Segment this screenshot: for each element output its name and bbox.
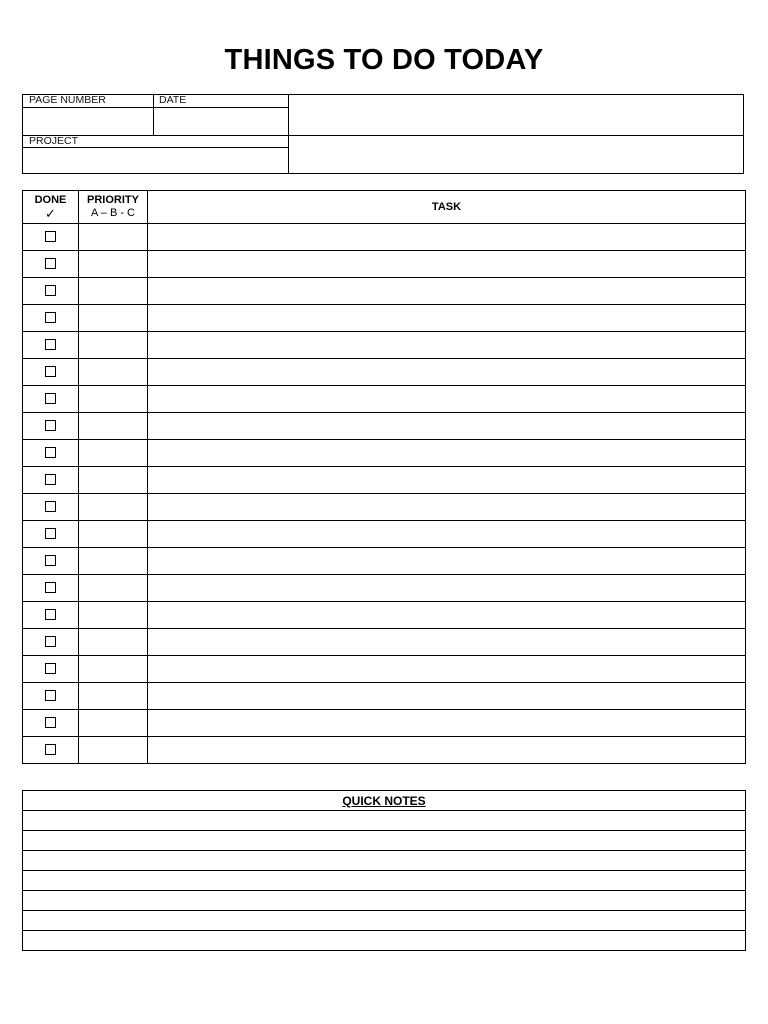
- check-mark-icon: ✓: [45, 206, 56, 221]
- done-checkbox[interactable]: [45, 420, 56, 431]
- note-line: [23, 811, 746, 831]
- task-cell[interactable]: [148, 575, 746, 602]
- note-line: [23, 871, 746, 891]
- task-table: [22, 190, 746, 764]
- task-row: [23, 737, 746, 764]
- done-cell: [23, 710, 79, 737]
- note-line-field[interactable]: [23, 911, 746, 931]
- priority-cell[interactable]: [79, 440, 148, 467]
- note-line-field[interactable]: [23, 831, 746, 851]
- done-checkbox[interactable]: [45, 717, 56, 728]
- task-row: [23, 629, 746, 656]
- done-cell: [23, 683, 79, 710]
- priority-cell[interactable]: [79, 386, 148, 413]
- task-row: [23, 602, 746, 629]
- done-cell: [23, 602, 79, 629]
- done-cell: [23, 251, 79, 278]
- task-row: [23, 224, 746, 251]
- task-cell[interactable]: [148, 629, 746, 656]
- done-checkbox[interactable]: [45, 366, 56, 377]
- done-cell: [23, 224, 79, 251]
- done-checkbox[interactable]: [45, 690, 56, 701]
- task-row: [23, 386, 746, 413]
- done-cell: [23, 575, 79, 602]
- task-cell[interactable]: [148, 386, 746, 413]
- done-checkbox[interactable]: [45, 582, 56, 593]
- task-row: [23, 575, 746, 602]
- done-cell: [23, 359, 79, 386]
- header-notes-field-top[interactable]: [289, 95, 743, 135]
- priority-cell[interactable]: [79, 575, 148, 602]
- done-cell: [23, 332, 79, 359]
- priority-cell[interactable]: [79, 467, 148, 494]
- task-cell[interactable]: [148, 494, 746, 521]
- date-field[interactable]: [154, 108, 288, 135]
- task-cell[interactable]: [148, 278, 746, 305]
- priority-column-header: [79, 191, 148, 224]
- task-row: [23, 278, 746, 305]
- task-cell[interactable]: [148, 413, 746, 440]
- done-cell: [23, 494, 79, 521]
- task-cell[interactable]: [148, 332, 746, 359]
- priority-cell[interactable]: [79, 359, 148, 386]
- priority-cell[interactable]: [79, 278, 148, 305]
- priority-header-label: PRIORITY: [87, 194, 139, 206]
- task-row: [23, 521, 746, 548]
- project-label: PROJECT: [29, 135, 79, 147]
- priority-cell[interactable]: [79, 251, 148, 278]
- priority-cell[interactable]: [79, 332, 148, 359]
- done-checkbox[interactable]: [45, 231, 56, 242]
- priority-cell[interactable]: [79, 602, 148, 629]
- done-cell: [23, 521, 79, 548]
- task-cell[interactable]: [148, 305, 746, 332]
- task-cell[interactable]: [148, 548, 746, 575]
- task-row: [23, 710, 746, 737]
- done-cell: [23, 548, 79, 575]
- note-line: [23, 851, 746, 871]
- task-cell[interactable]: [148, 602, 746, 629]
- done-checkbox[interactable]: [45, 474, 56, 485]
- task-row: [23, 305, 746, 332]
- quick-notes-table: [22, 790, 746, 951]
- task-cell[interactable]: [148, 251, 746, 278]
- done-header-label: DONE: [34, 194, 67, 206]
- page-number-label: PAGE NUMBER: [29, 94, 106, 106]
- task-row: [23, 332, 746, 359]
- priority-cell[interactable]: [79, 737, 148, 764]
- note-line: [23, 891, 746, 911]
- done-cell: [23, 737, 79, 764]
- done-checkbox[interactable]: [45, 285, 56, 296]
- task-row: [23, 359, 746, 386]
- note-line: [23, 911, 746, 931]
- done-checkbox[interactable]: [45, 393, 56, 404]
- task-table-header: [23, 191, 746, 224]
- task-row: [23, 467, 746, 494]
- done-checkbox[interactable]: [45, 555, 56, 566]
- task-row: [23, 548, 746, 575]
- priority-cell[interactable]: [79, 305, 148, 332]
- done-checkbox[interactable]: [45, 339, 56, 350]
- task-row: [23, 656, 746, 683]
- priority-cell[interactable]: [79, 629, 148, 656]
- note-line-field[interactable]: [23, 931, 746, 951]
- priority-scale-label: A – B - C: [90, 207, 136, 219]
- done-checkbox[interactable]: [45, 609, 56, 620]
- quick-notes-title: QUICK NOTES: [23, 791, 746, 811]
- done-checkbox[interactable]: [45, 312, 56, 323]
- priority-cell[interactable]: [79, 548, 148, 575]
- priority-cell[interactable]: [79, 710, 148, 737]
- done-checkbox[interactable]: [45, 258, 56, 269]
- task-row: [23, 413, 746, 440]
- task-column-header: TASK: [148, 191, 746, 224]
- task-cell[interactable]: [148, 224, 746, 251]
- task-cell[interactable]: [148, 737, 746, 764]
- header-notes-field-bottom[interactable]: [289, 136, 743, 173]
- task-row: [23, 251, 746, 278]
- note-line-field[interactable]: [23, 811, 746, 831]
- done-cell: [23, 656, 79, 683]
- done-cell: [23, 629, 79, 656]
- note-line-field[interactable]: [23, 851, 746, 871]
- done-cell: [23, 386, 79, 413]
- done-checkbox[interactable]: [45, 501, 56, 512]
- done-cell: [23, 278, 79, 305]
- done-cell: [23, 413, 79, 440]
- priority-cell[interactable]: [79, 494, 148, 521]
- priority-cell[interactable]: [79, 413, 148, 440]
- page-number-field[interactable]: [23, 108, 153, 135]
- done-checkbox[interactable]: [45, 663, 56, 674]
- task-row: [23, 494, 746, 521]
- quick-notes-header-row: [23, 791, 746, 811]
- task-cell[interactable]: [148, 440, 746, 467]
- done-cell: [23, 305, 79, 332]
- date-label: DATE: [159, 94, 187, 106]
- done-cell: [23, 440, 79, 467]
- task-cell[interactable]: [148, 656, 746, 683]
- task-cell[interactable]: [148, 683, 746, 710]
- done-checkbox[interactable]: [45, 447, 56, 458]
- task-cell[interactable]: [148, 359, 746, 386]
- done-cell: [23, 467, 79, 494]
- page-title: THINGS TO DO TODAY: [224, 44, 544, 76]
- note-line-field[interactable]: [23, 891, 746, 911]
- task-row: [23, 440, 746, 467]
- task-cell[interactable]: [148, 710, 746, 737]
- header-block: [22, 94, 744, 174]
- priority-cell[interactable]: [79, 224, 148, 251]
- done-checkbox[interactable]: [45, 528, 56, 539]
- priority-cell[interactable]: [79, 656, 148, 683]
- note-line: [23, 931, 746, 951]
- note-line-field[interactable]: [23, 871, 746, 891]
- done-checkbox[interactable]: [45, 744, 56, 755]
- done-column-header: [23, 191, 79, 224]
- project-field[interactable]: [23, 148, 288, 173]
- priority-cell[interactable]: [79, 521, 148, 548]
- task-row: [23, 683, 746, 710]
- done-checkbox[interactable]: [45, 636, 56, 647]
- task-cell[interactable]: [148, 467, 746, 494]
- note-line: [23, 831, 746, 851]
- priority-cell[interactable]: [79, 683, 148, 710]
- task-cell[interactable]: [148, 521, 746, 548]
